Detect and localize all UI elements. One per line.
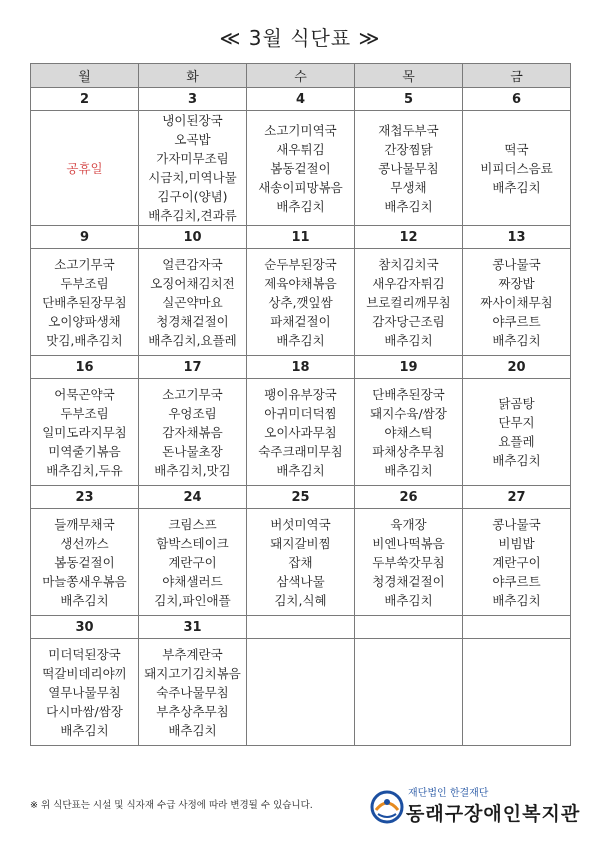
weekday-header: 화 <box>139 64 247 88</box>
menu-item: 두부조림 <box>60 275 109 291</box>
menu-cell <box>355 509 463 616</box>
menu-item: 돼지갈비찜 <box>270 535 331 551</box>
menu-item: 청경채겉절이 <box>156 313 229 329</box>
menu-item: 육개장 <box>390 516 427 532</box>
menu-item: 크림스프 <box>168 516 217 532</box>
menu-item: 배추김치 <box>384 198 433 214</box>
menu-item: 단배추된장무침 <box>42 294 127 310</box>
menu-item: 배추김치 <box>60 592 109 608</box>
menu-item: 오징어채김치전 <box>150 275 235 291</box>
date-cell: 17 <box>139 356 247 379</box>
holiday-label: 공휴일 <box>66 160 103 176</box>
date-cell <box>463 616 571 639</box>
date-cell: 9 <box>31 226 139 249</box>
date-row <box>31 486 571 509</box>
menu-item: 시금치,미역나물 <box>148 170 237 185</box>
menu-item: 돼지수육/쌈장 <box>370 405 447 421</box>
menu-item: 단배추된장국 <box>372 386 445 402</box>
menu-cell <box>139 249 247 356</box>
menu-item: 맛김,배추김치 <box>46 332 123 348</box>
menu-item: 콩나물국 <box>492 516 541 532</box>
date-cell <box>247 616 355 639</box>
menu-cell <box>355 379 463 486</box>
organization-subtitle: 재단법인 한결재단 <box>408 788 489 799</box>
menu-cell <box>247 249 355 356</box>
menu-cell <box>139 639 247 746</box>
menu-item: 숙주나물무침 <box>156 684 229 700</box>
menu-item: 열무나물무침 <box>48 684 121 700</box>
date-row <box>31 88 571 111</box>
menu-cell <box>139 111 247 226</box>
menu-item: 계란구이 <box>492 554 541 570</box>
menu-cell <box>355 639 463 746</box>
menu-item: 소고기미역국 <box>264 122 337 138</box>
menu-cell <box>463 111 571 226</box>
menu-item: 재첩두부국 <box>378 122 439 138</box>
menu-item: 단무지 <box>498 415 535 430</box>
menu-item: 실곤약마요 <box>162 294 223 310</box>
date-cell: 26 <box>355 486 463 509</box>
menu-item: 배추김치 <box>276 462 325 478</box>
menu-item: 콩나물국 <box>492 256 541 272</box>
menu-row <box>31 379 571 486</box>
menu-item: 짜장밥 <box>498 275 535 291</box>
menu-item: 김치,파인애플 <box>154 592 231 608</box>
menu-row <box>31 509 571 616</box>
date-cell: 3 <box>139 88 247 111</box>
menu-item: 순두부된장국 <box>264 256 337 272</box>
menu-cell <box>139 379 247 486</box>
menu-item: 파채겉절이 <box>270 313 331 329</box>
menu-cell <box>247 509 355 616</box>
menu-item: 배추김치 <box>276 332 325 348</box>
menu-item: 오이양파생채 <box>48 313 121 329</box>
date-cell <box>355 616 463 639</box>
menu-cell <box>463 249 571 356</box>
menu-item: 아귀미더덕찜 <box>264 405 337 421</box>
menu-row <box>31 639 571 746</box>
menu-item: 야채스틱 <box>384 424 433 440</box>
menu-item: 들깨무채국 <box>54 516 115 532</box>
menu-item: 비엔나떡볶음 <box>372 535 445 551</box>
date-cell: 19 <box>355 356 463 379</box>
menu-item: 무생채 <box>390 179 427 195</box>
menu-item: 떡국 <box>504 141 529 157</box>
weekday-header: 금 <box>463 64 571 88</box>
menu-item: 간장찜닭 <box>384 141 433 157</box>
menu-cell <box>31 639 139 746</box>
menu-item: 배추김치 <box>492 179 541 195</box>
menu-item: 부추상추무침 <box>156 703 229 719</box>
date-cell: 10 <box>139 226 247 249</box>
menu-cell <box>31 509 139 616</box>
menu-item: 일미도라지무침 <box>42 424 127 440</box>
menu-body <box>31 88 571 746</box>
menu-item: 계란구이 <box>168 554 217 570</box>
weekday-header: 목 <box>355 64 463 88</box>
menu-item: 배추김치 <box>384 462 433 478</box>
menu-item: 야쿠르트 <box>492 573 541 589</box>
menu-cell <box>247 379 355 486</box>
menu-item: 짜사이채무침 <box>480 294 553 310</box>
organization-name: 동래구장애인복지관 <box>406 803 581 825</box>
menu-cell <box>463 639 571 746</box>
menu-item: 청경채겉절이 <box>372 573 445 589</box>
menu-item: 배추김치 <box>492 453 541 468</box>
menu-cell <box>355 111 463 226</box>
menu-item: 배추김치 <box>492 592 541 608</box>
menu-item: 어묵곤약국 <box>54 386 115 402</box>
menu-table <box>30 63 571 746</box>
menu-item: 떡갈비데리야끼 <box>42 665 127 681</box>
menu-item: 브로컬리깨무침 <box>366 294 451 310</box>
menu-item: 잡채 <box>288 554 313 570</box>
menu-item: 냉이된장국 <box>162 113 223 128</box>
date-cell: 30 <box>31 616 139 639</box>
menu-item: 감자당근조림 <box>372 313 445 329</box>
menu-item: 비피더스음료 <box>480 160 553 176</box>
menu-item: 봄동겉절이 <box>54 554 115 570</box>
date-cell: 11 <box>247 226 355 249</box>
menu-item: 새송이피망볶음 <box>258 179 343 195</box>
menu-item: 돈나물초장 <box>162 443 223 459</box>
menu-item: 배추김치,두유 <box>46 462 123 478</box>
menu-item: 오곡밥 <box>174 132 211 147</box>
date-cell: 18 <box>247 356 355 379</box>
menu-row <box>31 111 571 226</box>
menu-item: 두부조림 <box>60 405 109 421</box>
menu-item: 가자미무조림 <box>156 151 229 166</box>
menu-item: 생선까스 <box>60 535 109 551</box>
menu-item: 닭곰탕 <box>498 396 535 411</box>
menu-cell <box>139 509 247 616</box>
menu-row <box>31 249 571 356</box>
menu-item: 다시마쌈/쌈장 <box>46 703 123 719</box>
menu-item: 제육야채볶음 <box>264 275 337 291</box>
menu-item: 마늘쫑새우볶음 <box>42 573 127 589</box>
menu-item: 새우감자튀김 <box>372 275 445 291</box>
menu-item: 배추김치 <box>276 198 325 214</box>
menu-item: 배추김치 <box>168 722 217 738</box>
menu-item: 참치김치국 <box>378 256 439 272</box>
menu-item: 미역줄기볶음 <box>48 443 121 459</box>
organization-logo-block <box>370 782 580 832</box>
menu-item: 소고기무국 <box>162 386 223 402</box>
weekday-header-row <box>31 64 571 88</box>
date-row <box>31 226 571 249</box>
weekday-header: 월 <box>31 64 139 88</box>
menu-cell <box>31 379 139 486</box>
menu-item: 배추김치,견과류 <box>148 208 237 223</box>
menu-cell <box>31 111 139 226</box>
menu-item: 요플레 <box>498 434 535 449</box>
menu-cell <box>355 249 463 356</box>
menu-item: 김구이(양념) <box>157 189 228 204</box>
date-row <box>31 356 571 379</box>
menu-item: 소고기무국 <box>54 256 115 272</box>
date-cell: 25 <box>247 486 355 509</box>
menu-item: 얼큰감자국 <box>162 256 223 272</box>
date-cell: 6 <box>463 88 571 111</box>
menu-item: 배추김치 <box>384 592 433 608</box>
menu-item: 새우튀김 <box>276 141 325 157</box>
menu-item: 상추,깻잎쌈 <box>268 294 333 310</box>
menu-item: 우엉조림 <box>168 405 217 421</box>
menu-item: 배추김치,맛김 <box>154 462 231 478</box>
menu-item: 미더덕된장국 <box>48 646 121 662</box>
date-cell: 23 <box>31 486 139 509</box>
footnote: ※ 위 식단표는 시설 및 식자재 수급 사정에 따라 변경될 수 있습니다. <box>30 800 313 811</box>
menu-item: 삼색나물 <box>276 573 325 589</box>
date-cell: 2 <box>31 88 139 111</box>
menu-item: 콩나물무침 <box>378 160 439 176</box>
page-title: ≪ 3월 식단표 ≫ <box>219 26 381 50</box>
date-cell: 4 <box>247 88 355 111</box>
date-cell: 31 <box>139 616 247 639</box>
menu-cell <box>463 379 571 486</box>
menu-item: 배추김치,요플레 <box>148 332 237 348</box>
menu-item: 두부쑥갓무침 <box>372 554 445 570</box>
weekday-header: 수 <box>247 64 355 88</box>
menu-item: 야쿠르트 <box>492 313 541 329</box>
menu-item: 봄동겉절이 <box>270 160 331 176</box>
menu-item: 야채샐러드 <box>162 573 223 589</box>
menu-item: 숙주크래미무침 <box>258 443 343 459</box>
menu-item: 파채상추무침 <box>372 443 445 459</box>
menu-cell <box>247 639 355 746</box>
date-cell: 5 <box>355 88 463 111</box>
menu-item: 배추김치 <box>60 722 109 738</box>
menu-item: 부추계란국 <box>162 646 223 662</box>
date-cell: 13 <box>463 226 571 249</box>
organization-logo-icon <box>370 790 404 824</box>
date-cell: 20 <box>463 356 571 379</box>
menu-item: 돼지고기김치볶음 <box>144 665 241 681</box>
menu-item: 김치,식혜 <box>274 592 327 608</box>
menu-cell <box>247 111 355 226</box>
menu-item: 오이사과무침 <box>264 424 337 440</box>
date-cell: 16 <box>31 356 139 379</box>
menu-item: 비빔밥 <box>498 535 535 551</box>
menu-cell <box>463 509 571 616</box>
menu-item: 함박스테이크 <box>156 535 229 551</box>
menu-item: 팽이유부장국 <box>264 386 337 402</box>
date-row <box>31 616 571 639</box>
menu-item: 배추김치 <box>492 332 541 348</box>
date-cell: 12 <box>355 226 463 249</box>
date-cell: 27 <box>463 486 571 509</box>
menu-item: 버섯미역국 <box>270 516 331 532</box>
menu-item: 배추김치 <box>384 332 433 348</box>
date-cell: 24 <box>139 486 247 509</box>
menu-item: 감자채볶음 <box>162 424 223 440</box>
menu-cell <box>31 249 139 356</box>
